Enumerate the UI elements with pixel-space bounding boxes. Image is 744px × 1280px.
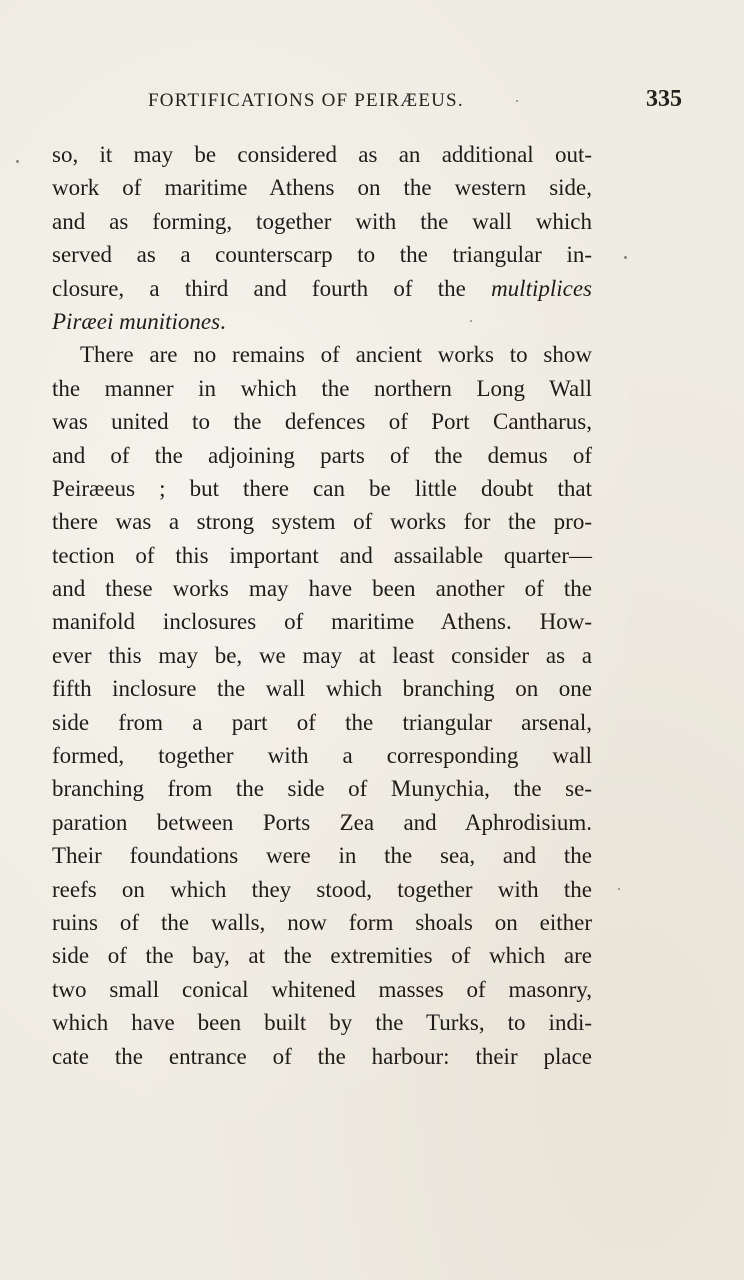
text-line: and these works may have been another of the — [52, 576, 592, 602]
body-text — [52, 138, 592, 1073]
text-line: cate the entrance of the harbour: their place — [52, 1043, 592, 1069]
text-line: paration between Ports Zea and Aphrodisium. — [52, 809, 592, 835]
text-line: which have been built by the Turks, to indi- — [52, 1010, 592, 1036]
text-line: manifold inclosures of maritime Athens. How- — [52, 609, 592, 635]
text-line: Piræei munitiones. — [52, 308, 226, 334]
text-line: reefs on which they stood, together with the — [52, 876, 592, 902]
text-line: ruins of the walls, now form shoals on either — [52, 909, 592, 935]
paragraph-start-line: There are no remains of ancient works to show — [80, 342, 592, 368]
text-line: two small conical whitened masses of masonry, — [52, 976, 592, 1002]
text-line: side of the bay, at the extremities of which are — [52, 943, 592, 969]
text-line: was united to the defences of Port Cantharus, — [52, 409, 592, 435]
text-line: fifth inclosure the wall which branching on one — [52, 676, 592, 702]
text-line: the manner in which the northern Long Wall — [52, 375, 592, 401]
text-line: work of maritime Athens on the western side, — [52, 175, 592, 201]
text-line: served as a counterscarp to the triangular in- — [52, 242, 592, 268]
text-line: Peiræeus ; but there can be little doubt that — [52, 475, 592, 501]
paper-speck — [618, 888, 620, 890]
italic-phrase: Piræei munitiones — [52, 308, 221, 334]
text-line: so, it may be considered as an additional out- — [52, 142, 592, 167]
text-line: and of the adjoining parts of the demus of — [52, 442, 592, 468]
text-line: Their foundations were in the sea, and the — [52, 843, 592, 869]
italic-phrase: multiplices — [491, 275, 592, 301]
page-number: 335 — [646, 86, 682, 112]
text-line: branching from the side of Munychia, the se- — [52, 776, 592, 802]
paper-speck — [624, 256, 627, 259]
text-line: there was a strong system of works for the pro- — [52, 509, 592, 535]
text-line: ever this may be, we may at least consider as a — [52, 642, 592, 668]
running-head: FORTIFICATIONS OF PEIRÆEUS. — [148, 90, 464, 111]
paper-speck — [516, 100, 518, 102]
text-line: and as forming, together with the wall which — [52, 208, 592, 234]
text-line: formed, together with a corresponding wall — [52, 743, 592, 769]
text-line: closure, a third and fourth of the multiplices — [52, 275, 592, 301]
paper-speck — [470, 320, 472, 322]
paper-speck — [16, 160, 19, 163]
text-line: side from a part of the triangular arsenal, — [52, 709, 592, 735]
text-line: tection of this important and assailable quarter— — [52, 542, 592, 568]
